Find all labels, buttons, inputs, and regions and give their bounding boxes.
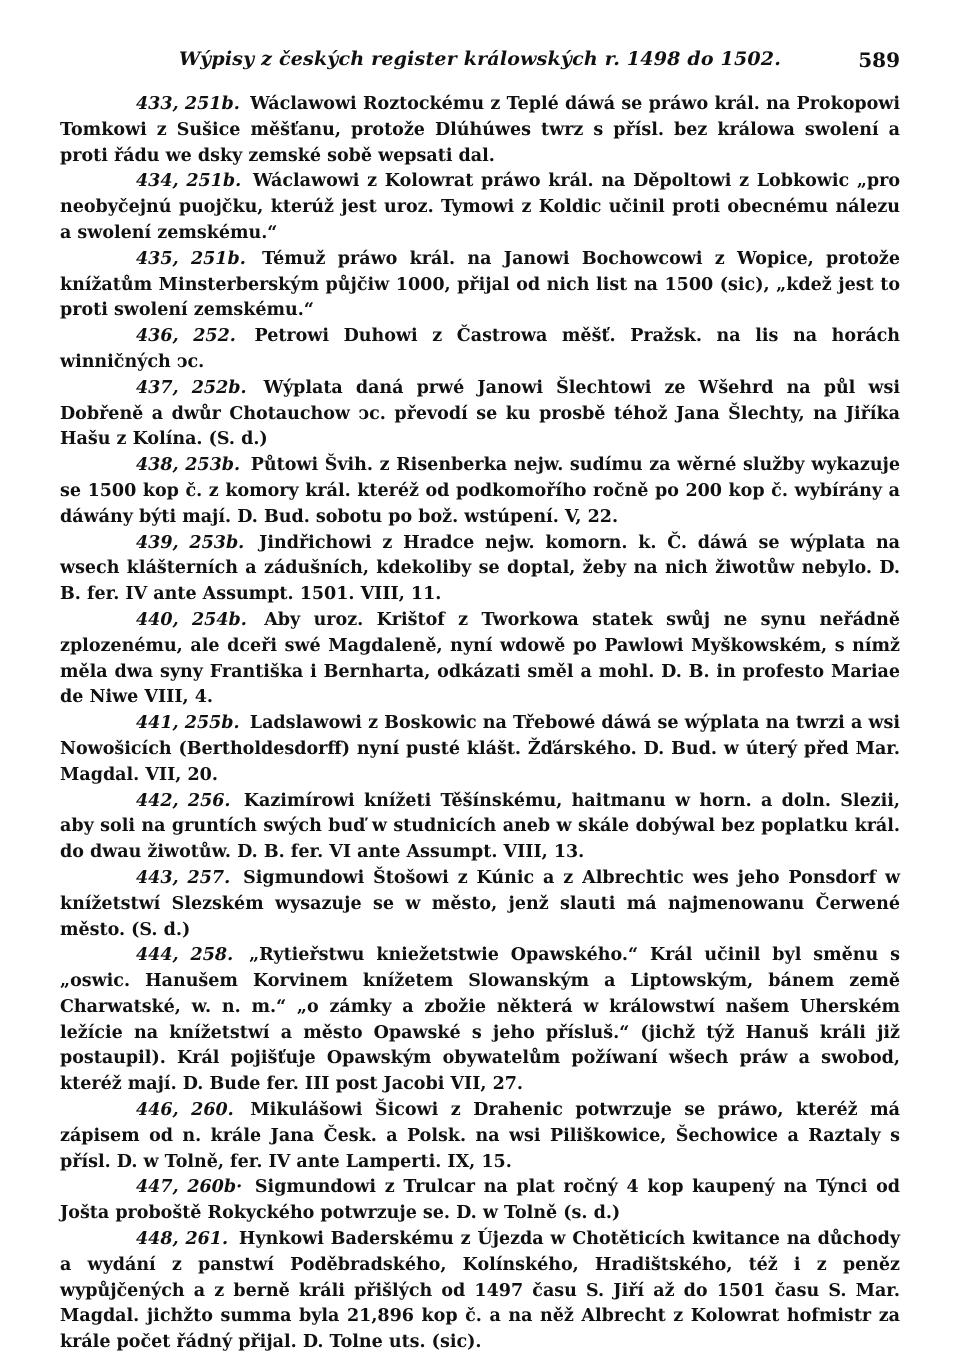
entry-448 [60, 1227, 900, 1356]
entry-reference: 439, 253b. [136, 532, 245, 553]
entries-list [60, 92, 900, 1356]
entry-441 [60, 711, 900, 788]
entry-reference: 440, 254b. [136, 609, 247, 630]
entry-text: Petrowi Duhowi z Častrowa měšť. Pražsk. na lis na horách winničných ↄc. [60, 326, 901, 372]
entry-text: Wáclawowi Roztockému z Teplé dáwá se práwo král. na Prokopowi Tomkowi z Sušice měšťanu, protože Dlúhúwes twrz s přísl. bez králowa swolení a proti řádu we dsky zemské sobě wepsati dal. [60, 94, 901, 166]
entry-text: Kazimírowi knížeti Těšínskému, haitmanu w horn. a doln. Slezii, aby soli na gruntích swých buď w studnicích aneb w skále dobýwal bez poplatku král. do dwau žiwotůw. D. B. fer. VI ante Assumpt. VIII, 13. [60, 790, 901, 863]
entry-text: Sigmundowi Štošowi z Kúnic a z Albrechtic wes jeho Ponsdorf w knížetstwí Slezském wysazuje se w město, jenž slauti má najmenowanu Čerwené město. (S. d.) [60, 867, 901, 940]
entry-text: Půtowi Švih. z Risenberka nejw. sudímu za wěrné služby wykazuje se 1500 kop č. z komory král. kteréž od podkomořího ročně po 200 kop č. wybírány a dáwány býti mají. D. Bud. sobotu po bož. wstúpení. V, 22. [60, 455, 901, 527]
entry-reference: 436, 252. [136, 326, 236, 347]
entry-442 [60, 789, 900, 866]
entry-reference: 448, 261. [136, 1229, 229, 1250]
entry-text: Témuž práwo král. na Janowi Bochowcowi z Wopice, protože knížatům Minsterberským půjčiw 1000, přijal od nich list na 1500 (sic), „kdež jest to proti swolení zemskému.“ [60, 248, 900, 321]
entry-438 [60, 453, 900, 530]
entry-reference: 433, 251b. [136, 94, 240, 114]
entry-reference: 444, 258. [136, 945, 234, 966]
entry-text: Jindřichowi z Hradce nejw. komorn. k. Č. dáwá se wýplata na wsech klášterních a zádušních, kdekoliby se doptal, žeby na nich žiwotůw nebylo. D. B. fer. IV ante Assumpt. 1501. VIII, 11. [60, 532, 901, 605]
entry-reference: 447, 260b· [136, 1177, 243, 1198]
entry-444 [60, 943, 900, 1098]
entry-436 [60, 324, 900, 376]
entry-reference: 437, 252b. [136, 377, 247, 398]
entry-text: Hynkowi Baderskému z Újezda w Chotěticích kwitance na důchody a wydání z panstwí Poděbradského, Kolínského, Hradištského, též i z peněz wypůjčených a z berně králi přišlých od 1497 času S. Jiří až do 1501 času S. Mar. Magdal. jichžto summa byla 21,896 kop č. a na něž Albrecht z Kolowrat hofmistr za krále počet řádný přijal. D. Tolne uts. (sic). [60, 1229, 901, 1353]
entry-text: „Rytieřstwu kniežetstwie Opawského.“ Král učinil byl směnu s „oswic. Hanušem Korvinem knížetem Slowanským a Liptowským, bánem země Charwatské, w. n. m.“ „o zámky a zbožie některá w králowstwí našem Uherském ležície na knížetstwí a město Opawské s jeho přísluš.“ (jichž týž Hanuš králi již postaupil). Král pojišťuje Opawským obywatelům požíwaní wšech práw a swobod, kteréž mají. D. Bude fer. III post Jacobi VII, 27. [60, 945, 900, 1095]
entry-text: Wáclawowi z Kolowrat práwo král. na Děpoltowi z Lobkowic „pro neobyčejnú puojčku, kterúž jest uroz. Tymowi z Koldic učinil proti obecnému nálezu a swolení zemskému.“ [60, 171, 901, 243]
entry-text: Wýplata daná prwé Janowi Šlechtowi ze Wšehrd na půl wsi Dobřeně a dwůr Chotauchow ↄc. převodí se ku prosbě téhož Jana Šlechty, na Jiříka Hašu z Kolína. (S. d.) [60, 377, 900, 450]
entry-reference: 443, 257. [136, 867, 231, 888]
entry-text: Mikulášowi Šicowi z Drahenic potwrzuje se práwo, kteréž má zápisem od n. krále Jana Česk. a Polsk. na wsi Piliškowice, Šechowice a Raztaly s přísl. D. w Tolně, fer. IV ante Lamperti. IX, 15. [60, 1100, 900, 1172]
entry-reference: 435, 251b. [136, 248, 246, 269]
entry-440 [60, 608, 900, 711]
entry-text: Sigmundowi z Trulcar na plat ročný 4 kop kaupený na Týnci od Jošta proboště Rokyckého potwrzuje se. D. w Tolně (s. d.) [60, 1177, 901, 1224]
entry-reference: 434, 251b. [136, 171, 242, 192]
entry-437 [60, 376, 900, 453]
entry-439 [60, 531, 900, 608]
entry-reference: 441, 255b. [136, 713, 240, 734]
entry-reference: 442, 256. [136, 790, 231, 811]
running-header [60, 40, 900, 80]
entry-reference: 446, 260. [136, 1100, 234, 1121]
entry-text: Aby uroz. Krištof z Tworkowa statek swůj ne synu neřádně zplozenému, ale dceři swé Magdaleně, nyní wdowě po Pawlowi Myškowském, s nímž měla dwa syny Františka i Bernharta, odkázati směl a mohl. D. B. in profesto Mariae de Niwe VIII, 4. [60, 609, 901, 708]
entry-434 [60, 169, 900, 246]
entry-446 [60, 1098, 900, 1175]
document-page [60, 40, 900, 1356]
entry-435 [60, 247, 900, 324]
page-number: 589 [858, 48, 900, 72]
entry-443 [60, 866, 900, 943]
entry-447 [60, 1175, 900, 1227]
entry-433 [60, 92, 900, 169]
running-title: Wýpisy z českých register králowských r. 1498 do 1502. [178, 48, 782, 70]
entry-text: Ladslawowi z Boskowic na Třebowé dáwá se wýplata na twrzi a wsi Nowošicích (Bertholdesdorff) nyní pusté klášt. Žďárského. D. Bud. w úterý před Mar. Magdal. VII, 20. [60, 713, 900, 785]
entry-reference: 438, 253b. [136, 455, 241, 476]
